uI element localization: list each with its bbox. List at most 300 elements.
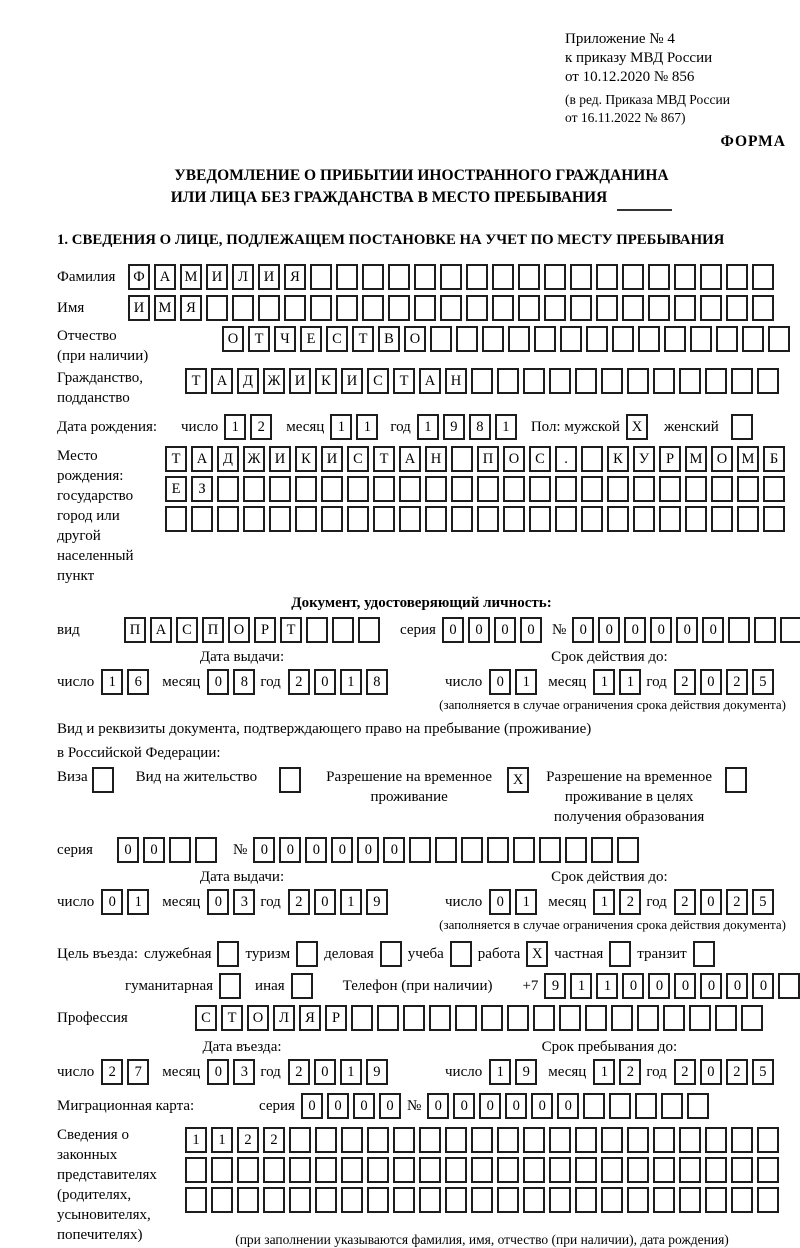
char-box[interactable]	[617, 837, 639, 863]
char-box[interactable]	[596, 264, 618, 290]
char-box[interactable]	[757, 1157, 779, 1183]
char-box[interactable]	[780, 617, 800, 643]
char-box[interactable]	[575, 1187, 597, 1213]
char-box[interactable]	[661, 1093, 683, 1119]
char-box[interactable]: М	[737, 446, 759, 472]
char-box[interactable]	[503, 476, 525, 502]
char-box[interactable]: К	[315, 368, 337, 394]
char-box[interactable]: X	[507, 767, 529, 793]
char-box[interactable]: Ч	[274, 326, 296, 352]
char-box[interactable]: 1	[340, 889, 362, 915]
char-box[interactable]	[399, 506, 421, 532]
char-box[interactable]: С	[176, 617, 198, 643]
char-box[interactable]: 1	[619, 669, 641, 695]
char-box[interactable]: 1	[515, 889, 537, 915]
char-box[interactable]	[291, 973, 313, 999]
char-box[interactable]: 0	[489, 669, 511, 695]
char-box[interactable]	[664, 326, 686, 352]
char-box[interactable]	[635, 1093, 657, 1119]
char-box[interactable]	[258, 295, 280, 321]
char-box[interactable]	[451, 476, 473, 502]
char-box[interactable]	[295, 506, 317, 532]
char-box[interactable]: Д	[237, 368, 259, 394]
char-box[interactable]	[497, 1127, 519, 1153]
char-box[interactable]	[429, 1005, 451, 1031]
char-box[interactable]	[296, 941, 318, 967]
char-box[interactable]	[725, 767, 747, 793]
char-box[interactable]: 0	[700, 889, 722, 915]
char-box[interactable]	[549, 1157, 571, 1183]
char-box[interactable]	[585, 1005, 607, 1031]
char-box[interactable]	[414, 264, 436, 290]
char-box[interactable]	[321, 476, 343, 502]
char-box[interactable]: 1	[101, 669, 123, 695]
char-box[interactable]	[409, 837, 431, 863]
char-box[interactable]	[757, 368, 779, 394]
char-box[interactable]	[191, 506, 213, 532]
char-box[interactable]	[358, 617, 380, 643]
char-box[interactable]: 2	[726, 889, 748, 915]
char-box[interactable]: 0	[207, 1059, 229, 1085]
char-box[interactable]: 1	[340, 1059, 362, 1085]
char-box[interactable]	[445, 1157, 467, 1183]
char-box[interactable]	[185, 1157, 207, 1183]
char-box[interactable]	[440, 264, 462, 290]
char-box[interactable]	[653, 1187, 675, 1213]
char-box[interactable]	[362, 264, 384, 290]
char-box[interactable]: 0	[427, 1093, 449, 1119]
char-box[interactable]	[674, 264, 696, 290]
char-box[interactable]: 0	[700, 1059, 722, 1085]
char-box[interactable]: 0	[453, 1093, 475, 1119]
char-box[interactable]: 0	[505, 1093, 527, 1119]
char-box[interactable]: Т	[280, 617, 302, 643]
char-box[interactable]: Д	[217, 446, 239, 472]
char-box[interactable]	[310, 295, 332, 321]
char-box[interactable]	[570, 295, 592, 321]
char-box[interactable]	[742, 326, 764, 352]
char-box[interactable]: Л	[232, 264, 254, 290]
char-box[interactable]	[726, 295, 748, 321]
char-box[interactable]	[393, 1187, 415, 1213]
char-box[interactable]	[306, 617, 328, 643]
char-box[interactable]	[289, 1157, 311, 1183]
char-box[interactable]: К	[295, 446, 317, 472]
char-box[interactable]: 0	[674, 973, 696, 999]
char-box[interactable]: 0	[494, 617, 516, 643]
char-box[interactable]	[533, 1005, 555, 1031]
char-box[interactable]	[165, 506, 187, 532]
char-box[interactable]	[347, 506, 369, 532]
char-box[interactable]	[575, 368, 597, 394]
char-box[interactable]: 1	[570, 973, 592, 999]
char-box[interactable]	[637, 1005, 659, 1031]
char-box[interactable]	[609, 941, 631, 967]
char-box[interactable]: 0	[557, 1093, 579, 1119]
char-box[interactable]	[559, 1005, 581, 1031]
char-box[interactable]: И	[321, 446, 343, 472]
char-box[interactable]	[731, 1127, 753, 1153]
char-box[interactable]	[611, 1005, 633, 1031]
char-box[interactable]: Н	[425, 446, 447, 472]
char-box[interactable]	[367, 1127, 389, 1153]
char-box[interactable]	[518, 295, 540, 321]
char-box[interactable]	[633, 506, 655, 532]
char-box[interactable]: 2	[726, 669, 748, 695]
char-box[interactable]: 0	[314, 889, 336, 915]
char-box[interactable]	[679, 1157, 701, 1183]
char-box[interactable]	[549, 1187, 571, 1213]
char-box[interactable]: 2	[237, 1127, 259, 1153]
char-box[interactable]: 2	[263, 1127, 285, 1153]
char-box[interactable]: М	[685, 446, 707, 472]
char-box[interactable]	[633, 476, 655, 502]
char-box[interactable]: 1	[515, 669, 537, 695]
char-box[interactable]: А	[150, 617, 172, 643]
char-box[interactable]	[269, 476, 291, 502]
char-box[interactable]: 0	[207, 889, 229, 915]
char-box[interactable]	[705, 1127, 727, 1153]
char-box[interactable]: 0	[531, 1093, 553, 1119]
char-box[interactable]: 0	[379, 1093, 401, 1119]
char-box[interactable]: И	[206, 264, 228, 290]
char-box[interactable]	[737, 506, 759, 532]
char-box[interactable]	[768, 326, 790, 352]
char-box[interactable]	[731, 368, 753, 394]
char-box[interactable]	[206, 295, 228, 321]
char-box[interactable]: С	[529, 446, 551, 472]
char-box[interactable]: С	[195, 1005, 217, 1031]
char-box[interactable]	[435, 837, 457, 863]
char-box[interactable]: А	[399, 446, 421, 472]
char-box[interactable]: 1	[489, 1059, 511, 1085]
char-box[interactable]	[367, 1187, 389, 1213]
char-box[interactable]	[419, 1127, 441, 1153]
char-box[interactable]	[638, 326, 660, 352]
char-box[interactable]: Т	[248, 326, 270, 352]
char-box[interactable]	[315, 1127, 337, 1153]
char-box[interactable]: 1	[185, 1127, 207, 1153]
char-box[interactable]	[690, 326, 712, 352]
char-box[interactable]: 1	[211, 1127, 233, 1153]
char-box[interactable]: 0	[253, 837, 275, 863]
char-box[interactable]	[663, 1005, 685, 1031]
char-box[interactable]: С	[367, 368, 389, 394]
char-box[interactable]	[741, 1005, 763, 1031]
char-box[interactable]	[737, 476, 759, 502]
char-box[interactable]: Ф	[128, 264, 150, 290]
char-box[interactable]: 0	[598, 617, 620, 643]
char-box[interactable]	[419, 1157, 441, 1183]
char-box[interactable]: 0	[117, 837, 139, 863]
char-box[interactable]	[388, 264, 410, 290]
char-box[interactable]	[757, 1127, 779, 1153]
char-box[interactable]: С	[347, 446, 369, 472]
char-box[interactable]: 0	[314, 669, 336, 695]
char-box[interactable]: 0	[700, 669, 722, 695]
char-box[interactable]: Т	[352, 326, 374, 352]
char-box[interactable]: 0	[468, 617, 490, 643]
char-box[interactable]	[627, 1187, 649, 1213]
char-box[interactable]: 2	[288, 1059, 310, 1085]
char-box[interactable]	[471, 1187, 493, 1213]
char-box[interactable]: Е	[300, 326, 322, 352]
char-box[interactable]: Т	[165, 446, 187, 472]
char-box[interactable]	[726, 264, 748, 290]
char-box[interactable]	[393, 1157, 415, 1183]
char-box[interactable]	[544, 295, 566, 321]
char-box[interactable]	[471, 1157, 493, 1183]
char-box[interactable]	[217, 941, 239, 967]
char-box[interactable]: 0	[676, 617, 698, 643]
char-box[interactable]	[601, 1157, 623, 1183]
char-box[interactable]	[622, 264, 644, 290]
char-box[interactable]: 8	[469, 414, 491, 440]
char-box[interactable]: 0	[572, 617, 594, 643]
char-box[interactable]: X	[626, 414, 648, 440]
char-box[interactable]: 0	[752, 973, 774, 999]
char-box[interactable]	[367, 1157, 389, 1183]
char-box[interactable]	[440, 295, 462, 321]
char-box[interactable]	[169, 837, 191, 863]
char-box[interactable]: П	[124, 617, 146, 643]
char-box[interactable]	[341, 1187, 363, 1213]
char-box[interactable]	[269, 506, 291, 532]
char-box[interactable]	[492, 264, 514, 290]
char-box[interactable]	[705, 1157, 727, 1183]
char-box[interactable]	[607, 476, 629, 502]
char-box[interactable]: О	[503, 446, 525, 472]
char-box[interactable]: 1	[224, 414, 246, 440]
char-box[interactable]	[607, 506, 629, 532]
char-box[interactable]: X	[526, 941, 548, 967]
char-box[interactable]	[752, 264, 774, 290]
char-box[interactable]	[731, 414, 753, 440]
char-box[interactable]	[399, 476, 421, 502]
char-box[interactable]	[731, 1157, 753, 1183]
char-box[interactable]	[362, 295, 384, 321]
char-box[interactable]	[279, 767, 301, 793]
char-box[interactable]	[583, 1093, 605, 1119]
char-box[interactable]	[414, 295, 436, 321]
char-box[interactable]: 0	[314, 1059, 336, 1085]
char-box[interactable]	[466, 295, 488, 321]
char-box[interactable]: 0	[442, 617, 464, 643]
char-box[interactable]	[347, 476, 369, 502]
char-box[interactable]: 2	[250, 414, 272, 440]
char-box[interactable]: А	[211, 368, 233, 394]
char-box[interactable]	[549, 368, 571, 394]
char-box[interactable]: 9	[366, 1059, 388, 1085]
char-box[interactable]	[461, 837, 483, 863]
char-box[interactable]	[544, 264, 566, 290]
char-box[interactable]: 2	[674, 889, 696, 915]
char-box[interactable]	[591, 837, 613, 863]
char-box[interactable]	[217, 476, 239, 502]
char-box[interactable]	[315, 1187, 337, 1213]
char-box[interactable]: 1	[593, 669, 615, 695]
char-box[interactable]	[609, 1093, 631, 1119]
char-box[interactable]	[481, 1005, 503, 1031]
char-box[interactable]	[336, 295, 358, 321]
char-box[interactable]: В	[378, 326, 400, 352]
char-box[interactable]	[778, 973, 800, 999]
char-box[interactable]	[456, 326, 478, 352]
char-box[interactable]	[534, 326, 556, 352]
char-box[interactable]	[659, 476, 681, 502]
char-box[interactable]: 0	[357, 837, 379, 863]
char-box[interactable]: И	[289, 368, 311, 394]
char-box[interactable]	[497, 1157, 519, 1183]
char-box[interactable]	[451, 446, 473, 472]
char-box[interactable]	[487, 837, 509, 863]
char-box[interactable]	[377, 1005, 399, 1031]
char-box[interactable]: Т	[185, 368, 207, 394]
char-box[interactable]: И	[269, 446, 291, 472]
char-box[interactable]: Р	[659, 446, 681, 472]
char-box[interactable]	[679, 368, 701, 394]
char-box[interactable]	[289, 1187, 311, 1213]
char-box[interactable]: 0	[624, 617, 646, 643]
char-box[interactable]: 8	[366, 669, 388, 695]
char-box[interactable]: 0	[353, 1093, 375, 1119]
char-box[interactable]	[419, 1187, 441, 1213]
char-box[interactable]	[513, 837, 535, 863]
char-box[interactable]	[508, 326, 530, 352]
char-box[interactable]	[425, 476, 447, 502]
char-box[interactable]	[752, 295, 774, 321]
char-box[interactable]	[700, 295, 722, 321]
char-box[interactable]	[763, 506, 785, 532]
char-box[interactable]	[700, 264, 722, 290]
char-box[interactable]: Р	[254, 617, 276, 643]
char-box[interactable]: О	[228, 617, 250, 643]
char-box[interactable]: С	[326, 326, 348, 352]
char-box[interactable]	[351, 1005, 373, 1031]
char-box[interactable]: 5	[752, 669, 774, 695]
char-box[interactable]: 7	[127, 1059, 149, 1085]
char-box[interactable]	[332, 617, 354, 643]
char-box[interactable]	[492, 295, 514, 321]
char-box[interactable]: 3	[233, 1059, 255, 1085]
char-box[interactable]: 2	[288, 889, 310, 915]
char-box[interactable]	[450, 941, 472, 967]
char-box[interactable]	[518, 264, 540, 290]
char-box[interactable]	[321, 506, 343, 532]
char-box[interactable]	[565, 837, 587, 863]
char-box[interactable]	[612, 326, 634, 352]
char-box[interactable]: 0	[700, 973, 722, 999]
char-box[interactable]	[310, 264, 332, 290]
char-box[interactable]: Н	[445, 368, 467, 394]
char-box[interactable]: 0	[305, 837, 327, 863]
char-box[interactable]: М	[154, 295, 176, 321]
char-box[interactable]: А	[154, 264, 176, 290]
char-box[interactable]	[477, 506, 499, 532]
char-box[interactable]	[497, 368, 519, 394]
char-box[interactable]	[185, 1187, 207, 1213]
char-box[interactable]	[627, 368, 649, 394]
char-box[interactable]	[581, 476, 603, 502]
char-box[interactable]: 0	[489, 889, 511, 915]
char-box[interactable]	[507, 1005, 529, 1031]
char-box[interactable]	[403, 1005, 425, 1031]
char-box[interactable]	[679, 1127, 701, 1153]
char-box[interactable]: 0	[143, 837, 165, 863]
char-box[interactable]: Я	[180, 295, 202, 321]
char-box[interactable]: 2	[101, 1059, 123, 1085]
char-box[interactable]	[754, 617, 776, 643]
char-box[interactable]	[232, 295, 254, 321]
char-box[interactable]	[529, 476, 551, 502]
char-box[interactable]	[674, 295, 696, 321]
char-box[interactable]	[503, 506, 525, 532]
char-box[interactable]: 1	[356, 414, 378, 440]
char-box[interactable]	[219, 973, 241, 999]
char-box[interactable]: Р	[325, 1005, 347, 1031]
char-box[interactable]	[653, 368, 675, 394]
char-box[interactable]	[336, 264, 358, 290]
char-box[interactable]	[455, 1005, 477, 1031]
char-box[interactable]	[430, 326, 452, 352]
char-box[interactable]	[237, 1187, 259, 1213]
char-box[interactable]	[477, 476, 499, 502]
char-box[interactable]	[388, 295, 410, 321]
char-box[interactable]: Я	[284, 264, 306, 290]
char-box[interactable]: 9	[443, 414, 465, 440]
char-box[interactable]	[471, 368, 493, 394]
char-box[interactable]: 0	[101, 889, 123, 915]
char-box[interactable]: П	[202, 617, 224, 643]
char-box[interactable]	[648, 295, 670, 321]
char-box[interactable]: Я	[299, 1005, 321, 1031]
char-box[interactable]: 0	[726, 973, 748, 999]
char-box[interactable]	[731, 1187, 753, 1213]
char-box[interactable]	[523, 1157, 545, 1183]
char-box[interactable]: 8	[233, 669, 255, 695]
char-box[interactable]: А	[191, 446, 213, 472]
char-box[interactable]	[705, 1187, 727, 1213]
char-box[interactable]	[523, 1187, 545, 1213]
char-box[interactable]	[529, 506, 551, 532]
char-box[interactable]	[560, 326, 582, 352]
char-box[interactable]	[549, 1127, 571, 1153]
char-box[interactable]	[555, 506, 577, 532]
char-box[interactable]: 2	[674, 669, 696, 695]
char-box[interactable]: 1	[596, 973, 618, 999]
char-box[interactable]	[601, 1187, 623, 1213]
char-box[interactable]	[380, 941, 402, 967]
char-box[interactable]	[471, 1127, 493, 1153]
char-box[interactable]	[575, 1127, 597, 1153]
char-box[interactable]: 0	[702, 617, 724, 643]
char-box[interactable]: Т	[393, 368, 415, 394]
char-box[interactable]: Т	[221, 1005, 243, 1031]
char-box[interactable]	[393, 1127, 415, 1153]
char-box[interactable]: 0	[383, 837, 405, 863]
char-box[interactable]	[575, 1157, 597, 1183]
char-box[interactable]	[627, 1127, 649, 1153]
char-box[interactable]	[693, 941, 715, 967]
char-box[interactable]	[373, 476, 395, 502]
char-box[interactable]: О	[711, 446, 733, 472]
char-box[interactable]: 0	[520, 617, 542, 643]
char-box[interactable]: И	[128, 295, 150, 321]
char-box[interactable]: О	[404, 326, 426, 352]
char-box[interactable]	[341, 1157, 363, 1183]
char-box[interactable]: Ж	[243, 446, 265, 472]
char-box[interactable]	[659, 506, 681, 532]
